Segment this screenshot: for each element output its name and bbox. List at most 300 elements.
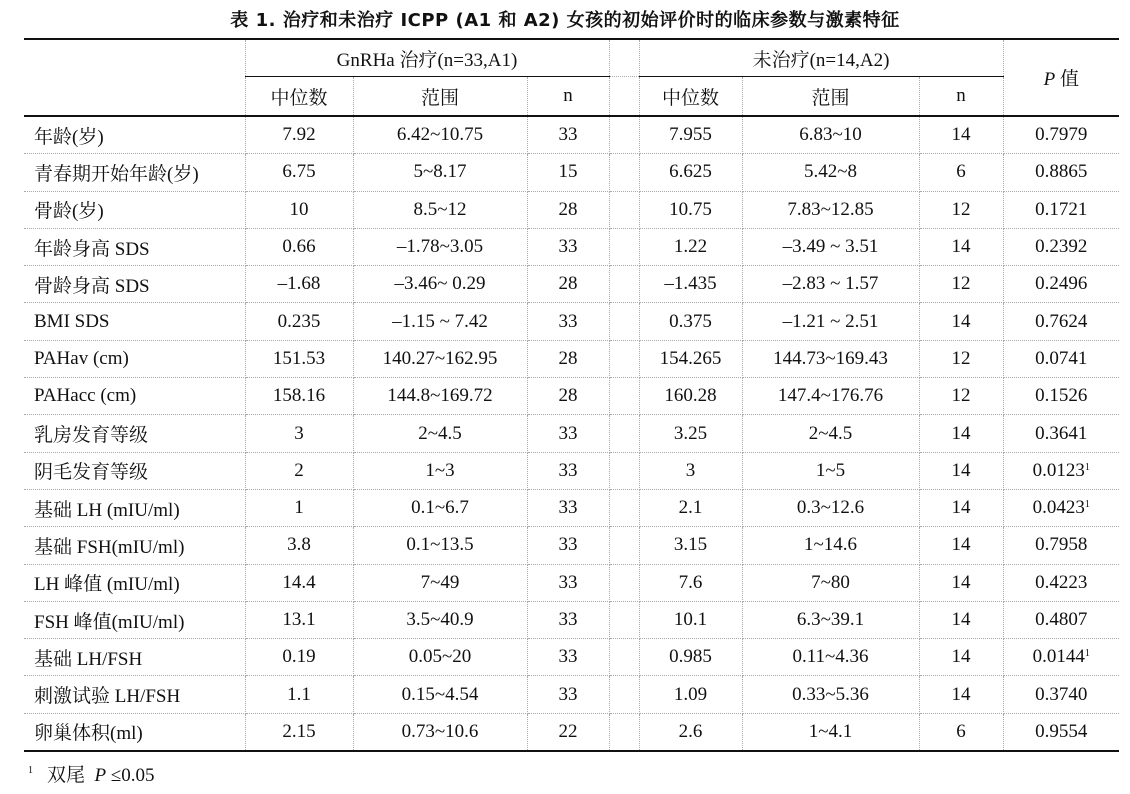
untreated-range xyxy=(742,415,919,452)
header-treated-range: 范围 xyxy=(353,77,527,117)
row-label-text: 年龄身高 SDS xyxy=(34,238,150,260)
treated-median-text: 2 xyxy=(294,459,304,481)
p-value-text: 0.4223 xyxy=(1035,571,1088,593)
treated-median xyxy=(245,564,353,601)
row-label xyxy=(24,340,245,377)
header-untreated-n: n xyxy=(919,77,1003,117)
treated-n-text: 33 xyxy=(558,683,578,705)
row-label xyxy=(24,527,245,564)
row-label-text: 基础 LH (mIU/ml) xyxy=(34,499,180,521)
untreated-n-text: 6 xyxy=(956,720,966,742)
treated-n xyxy=(527,564,609,601)
treated-n-text: 33 xyxy=(558,609,578,630)
untreated-range-text: –2.83 ~ 1.57 xyxy=(782,273,879,295)
treated-n-text: 33 xyxy=(558,310,578,332)
untreated-n xyxy=(919,639,1003,676)
treated-range xyxy=(353,154,527,191)
row-label-text: 青春期开始年龄(岁) xyxy=(34,163,199,185)
table-row xyxy=(24,489,1119,526)
treated-range-text: 8.5~12 xyxy=(413,198,467,220)
treated-n xyxy=(527,340,609,377)
treated-range-text: 2~4.5 xyxy=(418,422,462,444)
untreated-median xyxy=(639,378,742,415)
row-label xyxy=(24,713,245,751)
treated-median-text: 6.75 xyxy=(282,161,316,183)
spacer xyxy=(609,713,639,751)
table-row xyxy=(24,564,1119,601)
untreated-range-text: 1~4.1 xyxy=(808,720,853,742)
treated-median xyxy=(245,191,353,228)
untreated-median xyxy=(639,154,742,191)
untreated-range xyxy=(742,452,919,489)
treated-median-text: 0.19 xyxy=(282,646,316,668)
p-value xyxy=(1003,415,1119,452)
p-value xyxy=(1003,489,1119,526)
untreated-range-text: 147.4~176.76 xyxy=(777,385,884,407)
untreated-n xyxy=(919,228,1003,265)
treated-n xyxy=(527,154,609,191)
treated-median xyxy=(245,340,353,377)
untreated-median xyxy=(639,191,742,228)
row-label xyxy=(24,378,245,415)
treated-median xyxy=(245,452,353,489)
treated-range xyxy=(353,266,527,303)
row-label-text: 基础 LH/FSH xyxy=(34,648,143,670)
row-label xyxy=(24,676,245,713)
row-label-text: 年龄(岁) xyxy=(34,126,104,148)
treated-median xyxy=(245,639,353,676)
p-value-text: 0.2496 xyxy=(1035,273,1088,295)
untreated-range xyxy=(742,378,919,415)
row-label xyxy=(24,266,245,303)
untreated-range-text: 0.33~5.36 xyxy=(792,683,869,705)
untreated-median xyxy=(639,415,742,452)
untreated-range xyxy=(742,713,919,751)
untreated-median xyxy=(639,266,742,303)
untreated-median-text: 6.625 xyxy=(669,161,712,183)
p-value-text: 0.7958 xyxy=(1035,534,1088,556)
p-value-text: 0.1721 xyxy=(1035,198,1088,220)
row-label-text: 基础 FSH(mIU/ml) xyxy=(34,536,185,558)
untreated-range xyxy=(742,489,919,526)
untreated-median xyxy=(639,452,742,489)
p-value-text: 0.3740 xyxy=(1035,683,1088,705)
table-row xyxy=(24,191,1119,228)
treated-n xyxy=(527,228,609,265)
p-value xyxy=(1003,676,1119,713)
treated-median xyxy=(245,527,353,564)
untreated-median xyxy=(639,228,742,265)
treated-median-text: 13.1 xyxy=(282,609,316,630)
untreated-range-text: –3.49 ~ 3.51 xyxy=(782,236,879,258)
spacer xyxy=(609,452,639,489)
untreated-median-text: 10.75 xyxy=(669,198,712,220)
treated-n xyxy=(527,452,609,489)
treated-n-text: 28 xyxy=(558,198,578,220)
untreated-median-text: 2.6 xyxy=(678,720,703,742)
untreated-median-text: 7.955 xyxy=(669,124,712,146)
table-row xyxy=(24,415,1119,452)
row-label-text: 刺激试验 LH/FSH xyxy=(34,686,181,708)
spacer xyxy=(609,266,639,303)
spacer xyxy=(609,489,639,526)
p-value-text: 0.9554 xyxy=(1035,720,1088,742)
spacer xyxy=(609,378,639,415)
untreated-range-text: 0.3~12.6 xyxy=(796,497,865,519)
table-row xyxy=(24,303,1119,340)
untreated-median xyxy=(639,303,742,340)
spacer xyxy=(609,303,639,340)
untreated-range-text: 7.83~12.85 xyxy=(787,198,874,220)
untreated-range xyxy=(742,116,919,154)
untreated-median xyxy=(639,116,742,154)
treated-n-text: 33 xyxy=(558,646,578,668)
treated-range xyxy=(353,489,527,526)
treated-median-text: 1.1 xyxy=(287,683,311,705)
untreated-n xyxy=(919,116,1003,154)
treated-median-text: –1.68 xyxy=(277,273,321,295)
row-label-text: BMI SDS xyxy=(34,310,110,332)
untreated-range xyxy=(742,340,919,377)
treated-n xyxy=(527,713,609,751)
untreated-n xyxy=(919,266,1003,303)
treated-range-text: 0.1~13.5 xyxy=(406,534,474,556)
untreated-median-text: 3.25 xyxy=(673,422,708,444)
treated-median xyxy=(245,154,353,191)
untreated-range-text: 0.11~4.36 xyxy=(792,646,869,668)
footnote xyxy=(28,760,155,787)
treated-range-text: 7~49 xyxy=(420,571,460,593)
p-value-text: 0.0144 xyxy=(1032,646,1085,668)
untreated-median-text: 7.6 xyxy=(678,571,703,593)
untreated-range xyxy=(742,564,919,601)
row-label-text: PAHav (cm) xyxy=(34,347,129,369)
row-label xyxy=(24,489,245,526)
p-value xyxy=(1003,340,1119,377)
untreated-n xyxy=(919,564,1003,601)
treated-n xyxy=(527,191,609,228)
p-value-text: 0.0123 xyxy=(1032,459,1085,481)
p-value xyxy=(1003,191,1119,228)
treated-n-text: 33 xyxy=(558,459,578,481)
treated-range-text: 0.05~20 xyxy=(408,646,472,668)
spacer xyxy=(609,191,639,228)
p-value-text: 0.2392 xyxy=(1035,236,1088,258)
footnote-p-symbol: P xyxy=(94,765,107,786)
treated-range xyxy=(353,191,527,228)
treated-range xyxy=(353,303,527,340)
treated-median xyxy=(245,303,353,340)
untreated-median xyxy=(639,676,742,713)
treated-range xyxy=(353,564,527,601)
table-row xyxy=(24,266,1119,303)
treated-n-text: 22 xyxy=(558,720,578,742)
treated-median xyxy=(245,489,353,526)
untreated-n-text: 14 xyxy=(951,609,971,630)
spacer xyxy=(609,676,639,713)
treated-n-text: 33 xyxy=(558,422,578,444)
significance-mark: 1 xyxy=(1084,461,1090,473)
untreated-range-text: 1~14.6 xyxy=(803,534,858,556)
table-row xyxy=(24,639,1119,676)
row-label-text: FSH 峰值(mIU/ml) xyxy=(34,611,185,633)
untreated-n xyxy=(919,415,1003,452)
table-row xyxy=(24,676,1119,713)
p-symbol: P xyxy=(1043,69,1056,90)
treated-range-text: 6.42~10.75 xyxy=(396,124,484,146)
untreated-n-text: 14 xyxy=(951,422,971,444)
untreated-n xyxy=(919,303,1003,340)
untreated-n-text: 14 xyxy=(951,646,971,668)
untreated-median xyxy=(639,340,742,377)
untreated-range-text: 144.73~169.43 xyxy=(773,347,888,369)
table-title: 表 1. 治疗和未治疗 ICPP (A1 和 A2) 女孩的初始评价时的临床参数与激素特征 xyxy=(230,10,900,31)
treated-range xyxy=(353,601,527,638)
treated-range xyxy=(353,676,527,713)
p-value-text: 0.7979 xyxy=(1035,124,1088,146)
spacer xyxy=(609,116,639,154)
treated-n xyxy=(527,303,609,340)
p-value-label: 值 xyxy=(1055,69,1079,90)
untreated-median-text: 0.985 xyxy=(669,646,712,668)
untreated-n-text: 12 xyxy=(951,347,971,369)
treated-range xyxy=(353,116,527,154)
treated-range xyxy=(353,639,527,676)
untreated-n xyxy=(919,154,1003,191)
treated-range-text: –3.46~ 0.29 xyxy=(394,273,486,295)
untreated-median-text: 160.28 xyxy=(664,385,717,407)
table-row xyxy=(24,340,1119,377)
untreated-median xyxy=(639,564,742,601)
table-row xyxy=(24,452,1119,489)
table-row xyxy=(24,601,1119,638)
treated-n xyxy=(527,676,609,713)
row-label xyxy=(24,564,245,601)
untreated-range xyxy=(742,639,919,676)
untreated-n-text: 6 xyxy=(956,161,966,183)
row-label xyxy=(24,228,245,265)
row-label-text: 骨龄(岁) xyxy=(34,201,104,223)
treated-median xyxy=(245,378,353,415)
untreated-n-text: 12 xyxy=(951,198,971,220)
row-label xyxy=(24,639,245,676)
untreated-range xyxy=(742,154,919,191)
header-p-value xyxy=(1003,39,1119,116)
footnote-text: 双尾 xyxy=(47,765,86,786)
untreated-n-text: 14 xyxy=(951,459,971,481)
untreated-n-text: 14 xyxy=(951,683,971,705)
untreated-median-text: –1.435 xyxy=(664,273,717,295)
row-label-text: LH 峰值 (mIU/ml) xyxy=(34,574,180,596)
row-label xyxy=(24,415,245,452)
table-row xyxy=(24,228,1119,265)
table-row xyxy=(24,378,1119,415)
untreated-range xyxy=(742,266,919,303)
treated-range xyxy=(353,415,527,452)
p-value-text: 0.8865 xyxy=(1035,161,1088,183)
row-label-text: 阴毛发育等级 xyxy=(34,462,149,484)
row-label-text: 卵巢体积(ml) xyxy=(34,723,143,745)
p-value-text: 0.3641 xyxy=(1035,422,1088,444)
untreated-range-text: 5.42~8 xyxy=(803,161,858,183)
untreated-n-text: 14 xyxy=(951,497,971,519)
p-value xyxy=(1003,564,1119,601)
header-treated-median: 中位数 xyxy=(245,77,353,117)
spacer xyxy=(609,564,639,601)
treated-median-text: 158.16 xyxy=(272,385,326,407)
treated-range-text: 0.1~6.7 xyxy=(411,497,469,519)
treated-median xyxy=(245,676,353,713)
header-untreated-median: 中位数 xyxy=(639,77,742,117)
treated-median xyxy=(245,116,353,154)
untreated-n xyxy=(919,601,1003,638)
p-value xyxy=(1003,154,1119,191)
treated-n-text: 33 xyxy=(558,497,578,519)
row-label xyxy=(24,303,245,340)
header-treated-n: n xyxy=(527,77,609,117)
spacer xyxy=(609,415,639,452)
treated-median xyxy=(245,601,353,638)
p-value-text: 0.0741 xyxy=(1035,347,1088,369)
header-group-treated: GnRHa 治疗(n=33,A1) xyxy=(245,39,609,77)
spacer xyxy=(609,527,639,564)
untreated-median-text: 1.09 xyxy=(673,683,708,705)
significance-mark: 1 xyxy=(1084,499,1090,511)
spacer xyxy=(609,154,639,191)
untreated-range xyxy=(742,228,919,265)
header-blank-cell xyxy=(24,39,245,116)
untreated-n xyxy=(919,340,1003,377)
untreated-n xyxy=(919,527,1003,564)
treated-median-text: 14.4 xyxy=(282,571,316,593)
untreated-n xyxy=(919,489,1003,526)
header-spacer xyxy=(609,77,639,117)
untreated-median-text: 0.375 xyxy=(669,310,712,332)
treated-range-text: 3.5~40.9 xyxy=(406,609,474,630)
untreated-median-text: 3 xyxy=(685,459,696,481)
treated-n-text: 28 xyxy=(558,385,578,407)
treated-median xyxy=(245,266,353,303)
treated-range-text: 5~8.17 xyxy=(413,161,467,183)
treated-n-text: 33 xyxy=(558,124,578,146)
untreated-median-text: 10.1 xyxy=(673,609,708,630)
table-row xyxy=(24,154,1119,191)
table-row xyxy=(24,527,1119,564)
row-label-text: PAHacc (cm) xyxy=(34,385,137,407)
treated-n xyxy=(527,378,609,415)
untreated-n xyxy=(919,676,1003,713)
p-value-text: 0.1526 xyxy=(1035,385,1088,407)
treated-median-text: 151.53 xyxy=(272,347,326,369)
untreated-n-text: 12 xyxy=(951,385,971,407)
untreated-median-text: 154.265 xyxy=(659,347,722,369)
treated-n xyxy=(527,601,609,638)
p-value xyxy=(1003,639,1119,676)
header-spacer xyxy=(609,39,639,77)
treated-n-text: 28 xyxy=(558,273,578,295)
untreated-n xyxy=(919,378,1003,415)
table-row xyxy=(24,116,1119,154)
untreated-range xyxy=(742,303,919,340)
footnote-criterion: ≤0.05 xyxy=(110,765,155,786)
treated-range-text: 0.73~10.6 xyxy=(401,720,479,742)
treated-range xyxy=(353,378,527,415)
treated-range xyxy=(353,452,527,489)
spacer xyxy=(609,639,639,676)
untreated-n xyxy=(919,713,1003,751)
treated-median-text: 0.66 xyxy=(282,236,316,258)
untreated-median xyxy=(639,713,742,751)
untreated-range xyxy=(742,527,919,564)
treated-n-text: 33 xyxy=(558,571,578,593)
row-label-text: 骨龄身高 SDS xyxy=(34,275,150,297)
treated-median-text: 3.8 xyxy=(287,534,311,556)
untreated-range xyxy=(742,676,919,713)
untreated-range-text: 7~80 xyxy=(811,571,850,593)
table-row xyxy=(24,713,1119,751)
header-group-untreated: 未治疗(n=14,A2) xyxy=(639,39,1003,77)
treated-range-text: 0.15~4.54 xyxy=(401,683,479,705)
treated-median-text: 10 xyxy=(289,198,309,220)
untreated-median xyxy=(639,639,742,676)
p-value xyxy=(1003,527,1119,564)
spacer xyxy=(609,340,639,377)
treated-range-text: 1~3 xyxy=(425,459,455,481)
untreated-median-text: 2.1 xyxy=(678,497,703,519)
p-value xyxy=(1003,452,1119,489)
untreated-range-text: 6.83~10 xyxy=(799,124,862,146)
untreated-n xyxy=(919,452,1003,489)
spacer xyxy=(609,228,639,265)
treated-n xyxy=(527,415,609,452)
treated-median xyxy=(245,415,353,452)
treated-median-text: 1 xyxy=(294,497,304,519)
treated-median-text: 3 xyxy=(294,422,304,444)
treated-range xyxy=(353,228,527,265)
untreated-median xyxy=(639,527,742,564)
untreated-n-text: 12 xyxy=(951,273,971,295)
treated-range-text: –1.78~3.05 xyxy=(396,236,484,258)
treated-n-text: 33 xyxy=(558,534,578,556)
untreated-n-text: 14 xyxy=(951,310,971,332)
p-value xyxy=(1003,601,1119,638)
row-label xyxy=(24,116,245,154)
treated-n-text: 15 xyxy=(558,161,578,183)
treated-median-text: 2.15 xyxy=(282,720,316,742)
untreated-range xyxy=(742,601,919,638)
row-label-text: 乳房发育等级 xyxy=(34,425,149,447)
treated-n xyxy=(527,116,609,154)
row-label xyxy=(24,452,245,489)
spacer xyxy=(609,601,639,638)
treated-n xyxy=(527,527,609,564)
untreated-median-text: 3.15 xyxy=(673,534,708,556)
untreated-range-text: 6.3~39.1 xyxy=(796,609,865,630)
p-value xyxy=(1003,266,1119,303)
treated-n xyxy=(527,266,609,303)
footnote-mark: 1 xyxy=(28,765,33,776)
untreated-range-text: –1.21 ~ 2.51 xyxy=(782,310,879,332)
row-label xyxy=(24,601,245,638)
treated-range xyxy=(353,527,527,564)
p-value xyxy=(1003,116,1119,154)
treated-range-text: –1.15 ~ 7.42 xyxy=(392,310,488,332)
treated-range xyxy=(353,713,527,751)
treated-n-text: 33 xyxy=(558,236,578,258)
p-value-text: 0.7624 xyxy=(1035,310,1088,332)
treated-median xyxy=(245,713,353,751)
p-value-text: 0.4807 xyxy=(1035,609,1088,630)
